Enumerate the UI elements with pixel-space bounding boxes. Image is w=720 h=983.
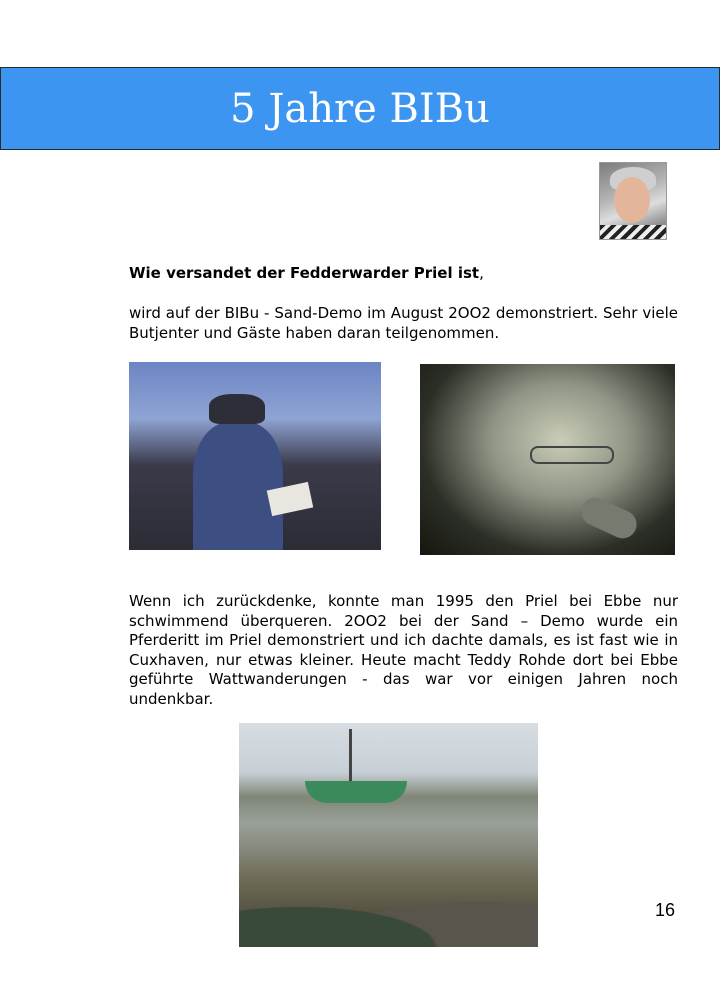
intro-paragraph: wird auf der BIBu - Sand-Demo im August 2OO2 demonstriert. Sehr viele Butjenter und Gäste haben daran teilgenommen. [129,304,678,342]
boat-mast [349,729,352,785]
memory-paragraph: Wenn ich zurückdenke, konnte man 1995 den Priel bei Ebbe nur schwimmend überqueren. 2OO2 bei der Sand – Demo wurde ein Pferderitt im Priel demonstriert und ich dachte damals, es ist fast wie in Cuxhaven, nur etwas kleiner. Heute macht Teddy Rohde dort bei Ebbe geführte Wattwanderungen - das war vor einigen Jahren noch undenkbar. [129,592,678,708]
crowd-foreground [239,877,538,947]
demo-speaker-photo [129,362,381,550]
microphone-shape [577,493,641,543]
speaker-figure [193,422,283,550]
fishing-boat [305,781,407,803]
man-with-microphone-photo [420,364,675,555]
glasses-shape [530,446,614,464]
section-heading-text: Wie versandet der Fedderwarder Priel ist [129,264,480,282]
page-number: 16 [655,900,676,920]
portrait-shirt [600,225,666,239]
mudflat-boats-photo [239,723,538,947]
portrait-face [614,177,650,223]
speaker-hat [209,394,265,424]
page-title: 5 Jahre BIBu [230,86,490,132]
section-heading [129,264,484,282]
section-heading-comma: , [479,264,484,282]
title-banner [0,67,720,150]
author-portrait-photo [599,162,667,240]
